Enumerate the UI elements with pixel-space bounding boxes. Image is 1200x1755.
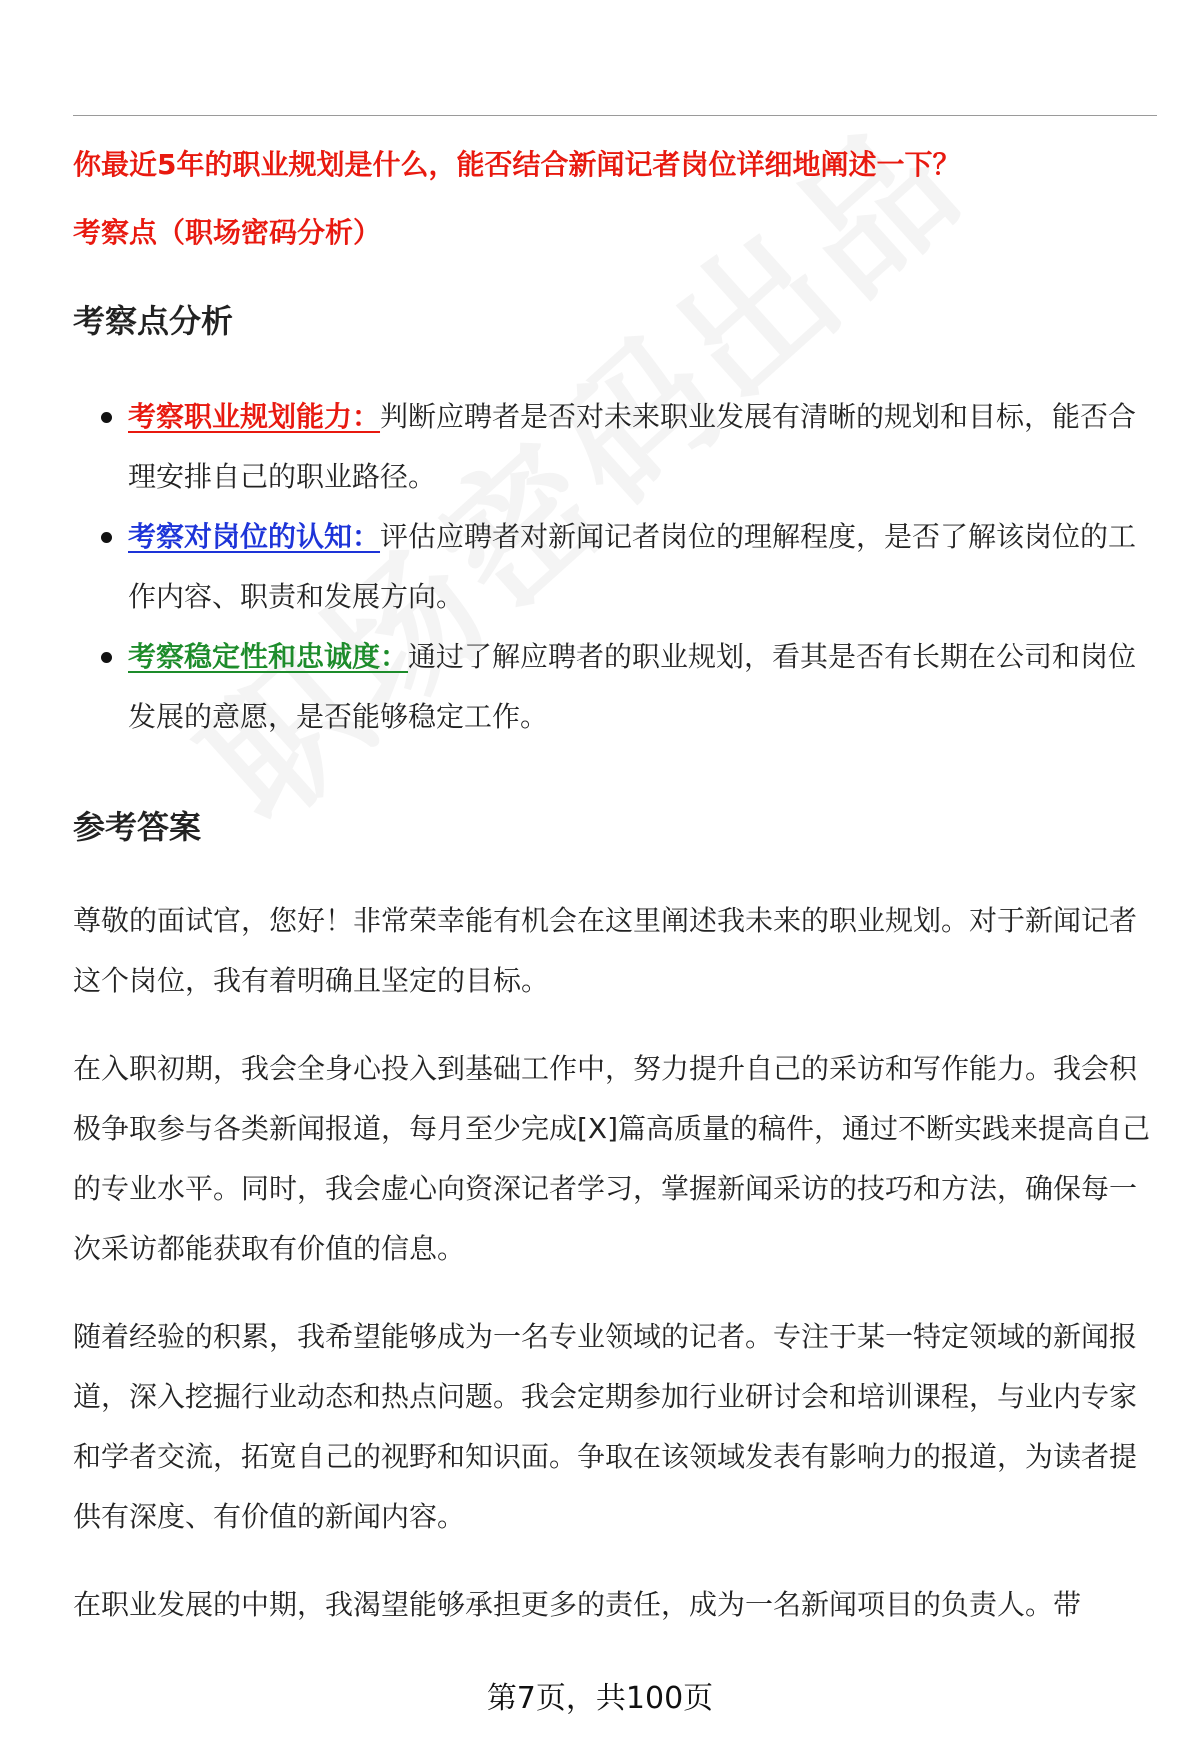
point-text: 评估应聘者对新闻记者岗位的理解程度，是否了解该岗位的工作内容、职责和发展方向。 (128, 520, 1137, 613)
answer-paragraph: 随着经验的积累，我希望能够成为一名专业领域的记者。专注于某一特定领域的新闻报道，深入挖掘行业动态和热点问题。我会定期参加行业研讨会和培训课程，与业内专家和学者交流，拓宽自己的视野和知识面。争取在该领域发表有影响力的报道，为读者提供有深度、有价值的新闻内容。 (73, 1320, 1138, 1533)
list-item (73, 627, 1157, 747)
question-title: 你最近5年的职业规划是什么，能否结合新闻记者岗位详细地阐述一下？ (73, 148, 961, 181)
point-text: 判断应聘者是否对未来职业发展有清晰的规划和目标，能否合理安排自己的职业路径。 (128, 400, 1137, 493)
bullet-icon (101, 412, 112, 423)
subtitle: 考察点（职场密码分析） (73, 216, 382, 249)
answer-body (73, 891, 1157, 1635)
section-analysis-title: 考察点分析 (73, 302, 234, 340)
header-rule (73, 115, 1157, 116)
point-text: 通过了解应聘者的职业规划，看其是否有长期在公司和岗位发展的意愿，是否能够稳定工作。 (128, 640, 1137, 733)
section-answer-title: 参考答案 (73, 808, 202, 846)
analysis-list (73, 387, 1157, 747)
page-content (73, 145, 1157, 1663)
answer-paragraph: 在职业发展的中期，我渴望能够承担更多的责任，成为一名新闻项目的负责人。带 (73, 1588, 1082, 1621)
list-item (73, 507, 1157, 627)
bullet-icon (101, 532, 112, 543)
point-label: 考察职业规划能力： (128, 400, 381, 433)
answer-paragraph: 尊敬的面试官，您好！非常荣幸能有机会在这里阐述我未来的职业规划。对于新闻记者这个岗位，我有着明确且坚定的目标。 (73, 904, 1138, 997)
list-item (73, 387, 1157, 507)
point-label: 考察对岗位的认知： (128, 520, 381, 553)
point-label: 考察稳定性和忠诚度： (128, 640, 409, 673)
bullet-icon (101, 652, 112, 663)
answer-paragraph: 在入职初期，我会全身心投入到基础工作中，努力提升自己的采访和写作能力。我会积极争取参与各类新闻报道，每月至少完成[X]篇高质量的稿件，通过不断实践来提高自己的专业水平。同时，我会虚心向资深记者学习，掌握新闻采访的技巧和方法，确保每一次采访都能获取有价值的信息。 (73, 1052, 1151, 1265)
page-number: 第7页，共100页 (486, 1681, 714, 1716)
